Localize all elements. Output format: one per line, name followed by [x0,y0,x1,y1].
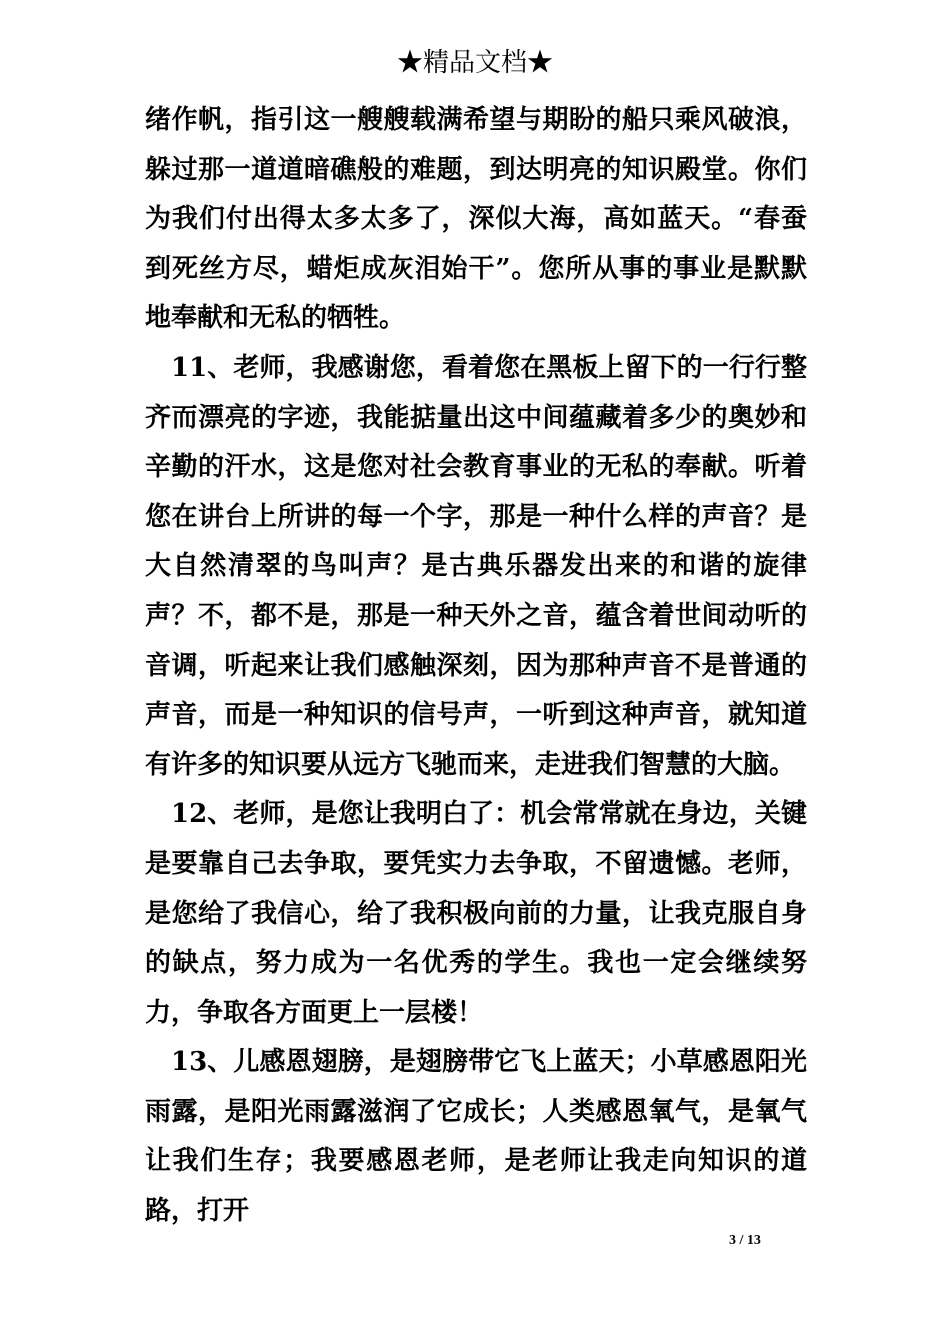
page-number: 3 / 13 [729,1233,761,1248]
paragraph-continuation: 绪作帆，指引这一艘艘载满希望与期盼的船只乘风破浪，躲过那一道道暗礁般的难题，到达明亮的知识殿堂。你们为我们付出得太多太多了，深似大海，高如蓝天。“春蚕到死丝方尽，蜡炬成灰泪始干”。您所从事的事业是默默地奉献和无私的牺牲。 [145,105,807,334]
paragraph-12: 12、老师，是您让我明白了：机会常常就在身边，关键是要靠自己去争取，要凭实力去争取，不留遗憾。老师，是您给了我信心，给了我积极向前的力量，让我克服自身的缺点，努力成为一名优秀的学生。我也一定会继续努力，争取各方面更上一层楼！ [145,799,807,1028]
document-body [145,96,807,1237]
paragraph-13: 13、儿感恩翅膀，是翅膀带它飞上蓝天；小草感恩阳光雨露，是阳光雨露滋润了它成长；人类感恩氧气，是氧气让我们生存；我要感恩老师，是老师让我走向知识的道路，打开 [145,1047,807,1227]
page-header-title: ★精品文档★ [396,48,553,78]
paragraph-11: 11、老师，我感谢您，看着您在黑板上留下的一行行整齐而漂亮的字迹，我能掂量出这中间蕴藏着多少的奥妙和辛勤的汗水，这是您对社会教育事业的无私的奉献。听着您在讲台上所讲的每一个字，那是一种什么样的声音？是大自然清翠的鸟叫声？是古典乐器发出来的和谐的旋律声？不，都不是，那是一种天外之音，蕴含着世间动听的音调，听起来让我们感触深刻，因为那种声音不是普通的声音，而是一种知识的信号声，一听到这种声音，就知道有许多的知识要从远方飞驰而来，走进我们智慧的大脑。 [145,352,807,780]
